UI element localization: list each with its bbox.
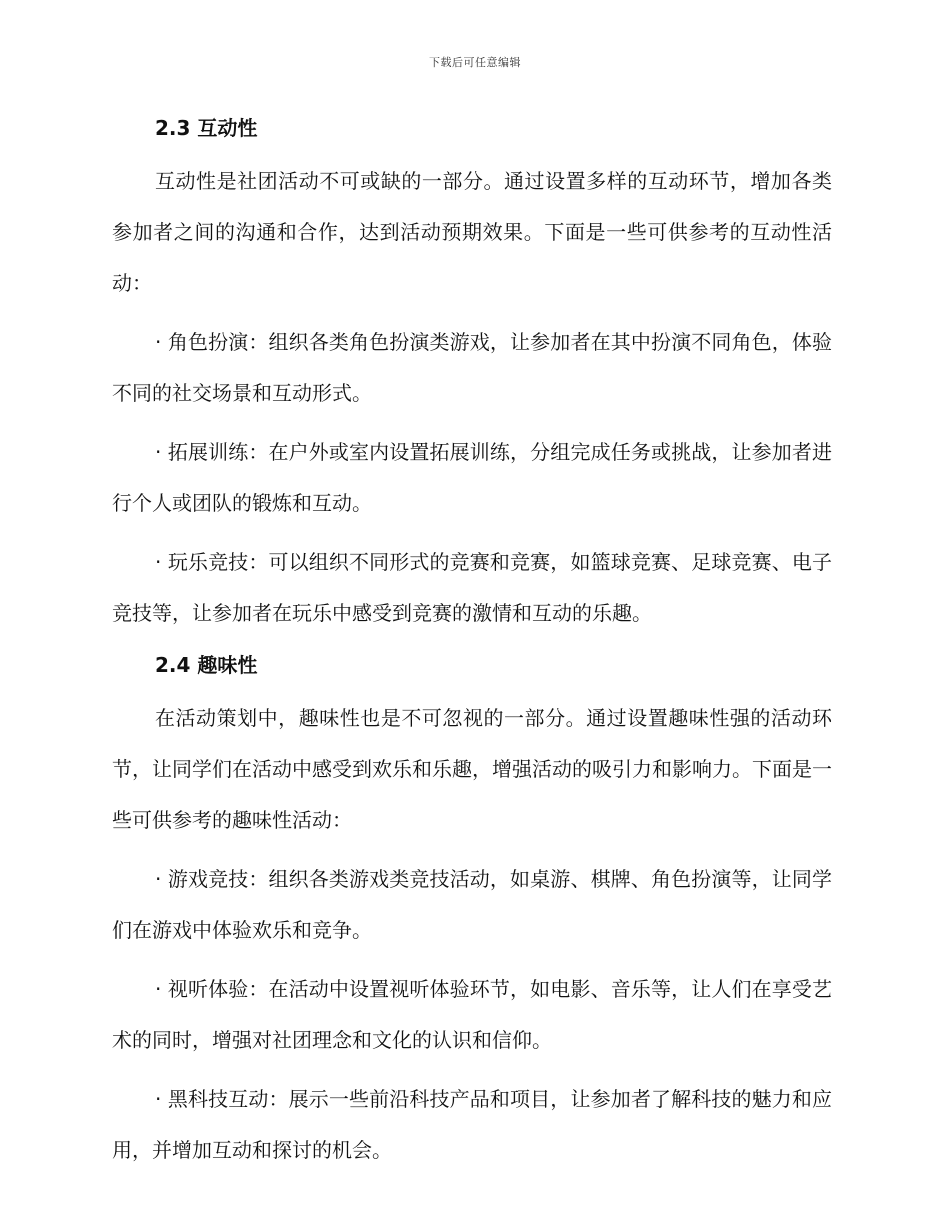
section-interactivity: [112, 108, 832, 639]
bullet-item: · 玩乐竞技：可以组织不同形式的竞赛和竞赛，如篮球竞赛、足球竞赛、电子竞技等，让参加者在玩乐中感受到竞赛的激情和互动的乐趣。: [112, 550, 832, 625]
document-body: [112, 108, 832, 1176]
bullet-item: · 拓展训练：在户外或室内设置拓展训练，分组完成任务或挑战，让参加者进行个人或团队的锻炼和互动。: [112, 440, 832, 515]
bullet-item: · 视听体验：在活动中设置视听体验环节，如电影、音乐等，让人们在享受艺术的同时，增强对社团理念和文化的认识和信仰。: [112, 977, 832, 1052]
section-intro: 互动性是社团活动不可或缺的一部分。通过设置多样的互动环节，增加各类参加者之间的沟通和合作，达到活动预期效果。下面是一些可供参考的互动性活动：: [112, 169, 832, 295]
bullet-item: · 黑科技互动：展示一些前沿科技产品和项目，让参加者了解科技的魅力和应用，并增加互动和探讨的机会。: [112, 1087, 832, 1162]
section-heading: 2.4 趣味性: [155, 653, 258, 677]
page-header: 下载后可任意编辑: [429, 56, 521, 69]
bullet-item: · 游戏竞技：组织各类游戏类竞技活动，如桌游、棋牌、角色扮演等，让同学们在游戏中体验欢乐和竞争。: [112, 867, 832, 942]
section-intro: 在活动策划中，趣味性也是不可忽视的一部分。通过设置趣味性强的活动环节，让同学们在活动中感受到欢乐和乐趣，增强活动的吸引力和影响力。下面是一些可供参考的趣味性活动：: [112, 706, 832, 832]
section-fun: [112, 645, 832, 1176]
bullet-item: · 角色扮演：组织各类角色扮演类游戏，让参加者在其中扮演不同角色，体验不同的社交场景和互动形式。: [112, 330, 832, 405]
section-heading: 2.3 互动性: [155, 116, 258, 140]
